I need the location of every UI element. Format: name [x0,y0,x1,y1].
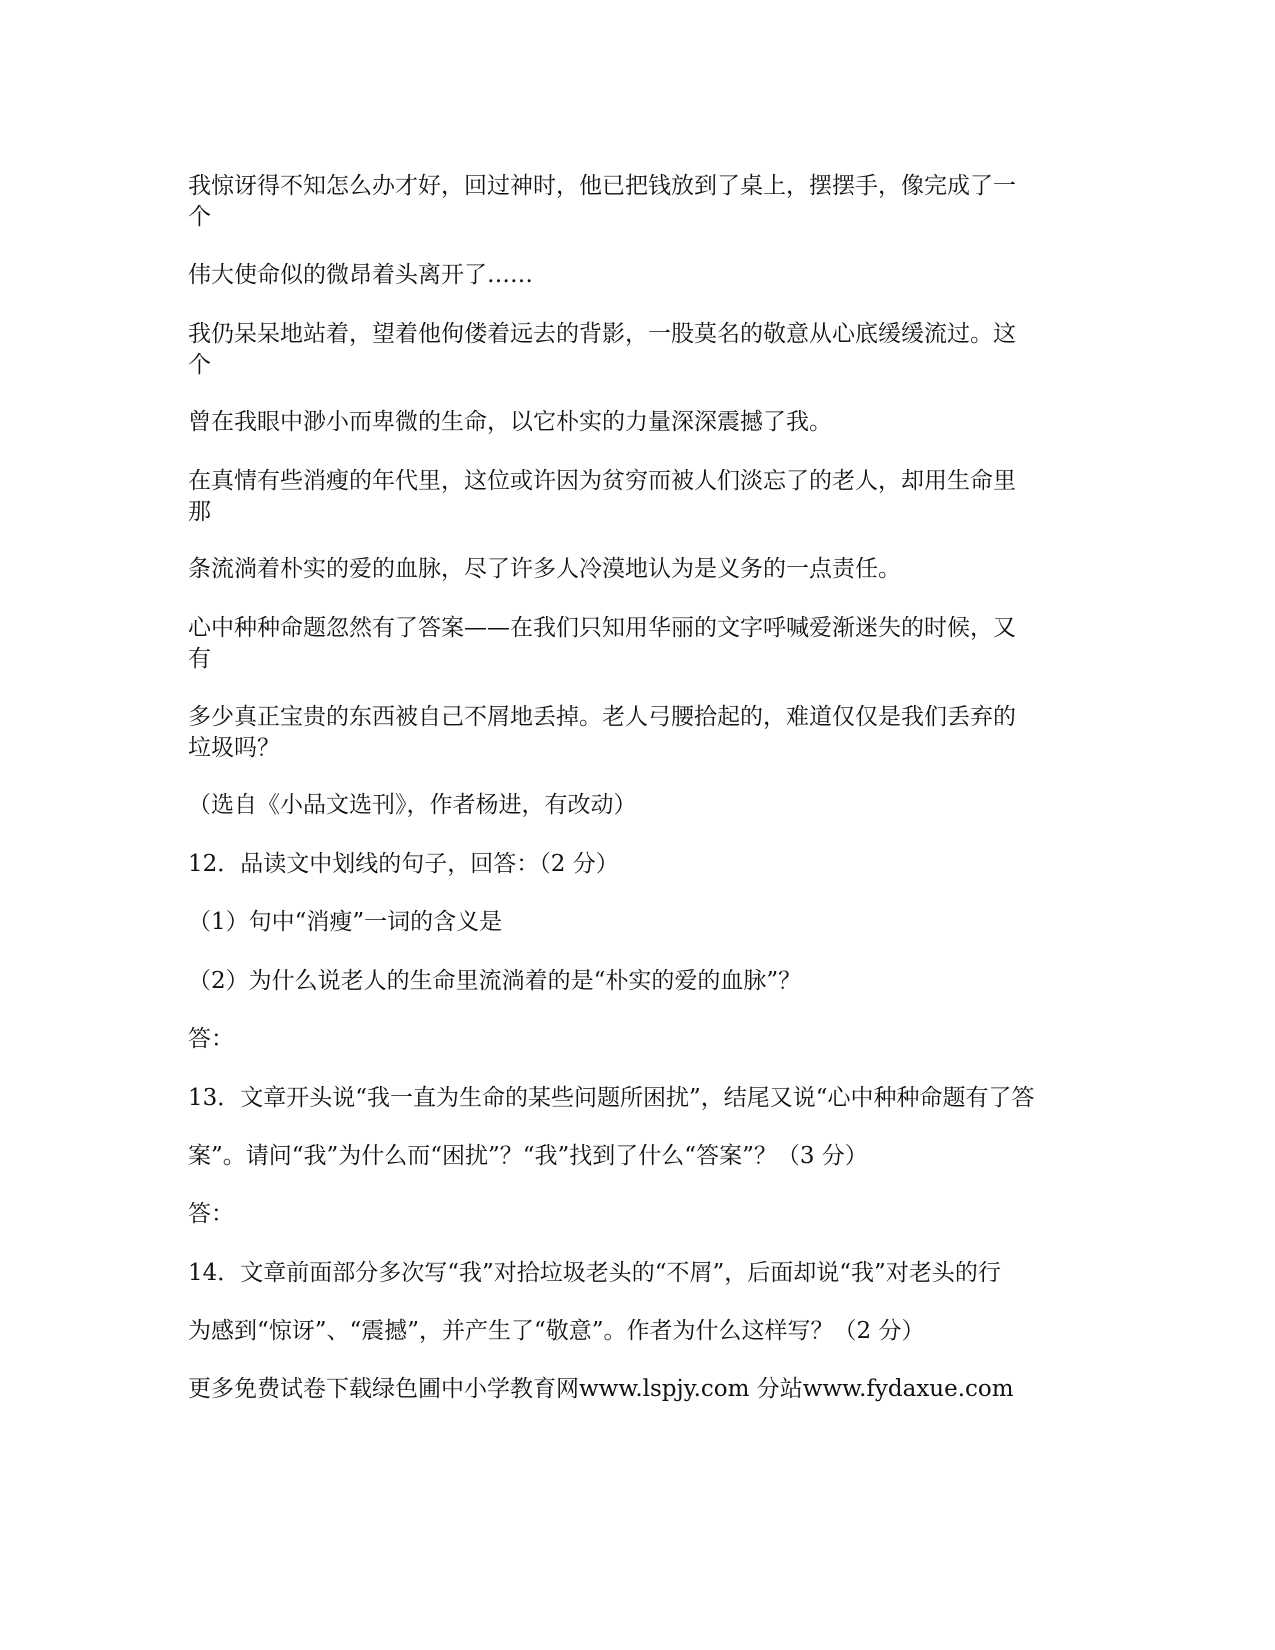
question-14-continued: 为感到“惊讶”、“震撼”，并产生了“敬意”。作者为什么这样写？（2 分） [188,1318,925,1344]
footer-download-note: 更多免费试卷下载绿色圃中小学教育网www.lspjy.com 分站www.fydaxue.com [188,1376,1014,1402]
answer-label: 答： [188,1201,234,1227]
paragraph-line: 那 [188,499,211,525]
paragraph-line: 垃圾吗？ [188,735,280,761]
paragraph-line: 个 [188,204,211,230]
paragraph-line: 有 [188,646,211,672]
paragraph-line: 我仍呆呆地站着，望着他佝偻着远去的背影，一股莫名的敬意从心底缓缓流过。这 [188,321,1016,347]
paragraph-line: 伟大使命似的微昂着头离开了…… [188,262,533,288]
paragraph-line: 我惊讶得不知怎么办才好，回过神时，他已把钱放到了桌上，摆摆手，像完成了一 [188,173,1016,199]
question-13-continued: 案”。请问“我”为什么而“困扰”？“我”找到了什么“答案”？（3 分） [188,1143,868,1169]
answer-label: 答： [188,1026,234,1052]
question-12-part-2: （2）为什么说老人的生命里流淌着的是“朴实的爱的血脉”？ [188,968,802,994]
question-12-part-1: （1）句中“消瘦”一词的含义是 [188,909,503,935]
paragraph-line: 条流淌着朴实的爱的血脉，尽了许多人冷漠地认为是义务的一点责任。 [188,556,901,582]
question-14: 14．文章前面部分多次写“我”对拾垃圾老头的“不屑”，后面却说“我”对老头的行 [188,1260,1001,1286]
source-citation: （选自《小品文选刊》，作者杨进，有改动） [188,792,637,818]
paragraph-line: 多少真正宝贵的东西被自己不屑地丢掉。老人弓腰拾起的，难道仅仅是我们丢弃的 [188,704,1016,730]
question-12: 12．品读文中划线的句子，回答：（2 分） [188,851,619,877]
paragraph-line: 心中种种命题忽然有了答案——在我们只知用华丽的文字呼喊爱渐迷失的时候，又 [188,615,1016,641]
paragraph-line: 个 [188,352,211,378]
paragraph-line: 在真情有些消瘦的年代里，这位或许因为贫穷而被人们淡忘了的老人，却用生命里 [188,468,1016,494]
question-13: 13．文章开头说“我一直为生命的某些问题所困扰”，结尾又说“心中种种命题有了答 [188,1085,1035,1111]
paragraph-line: 曾在我眼中渺小而卑微的生命，以它朴实的力量深深震撼了我。 [188,409,832,435]
